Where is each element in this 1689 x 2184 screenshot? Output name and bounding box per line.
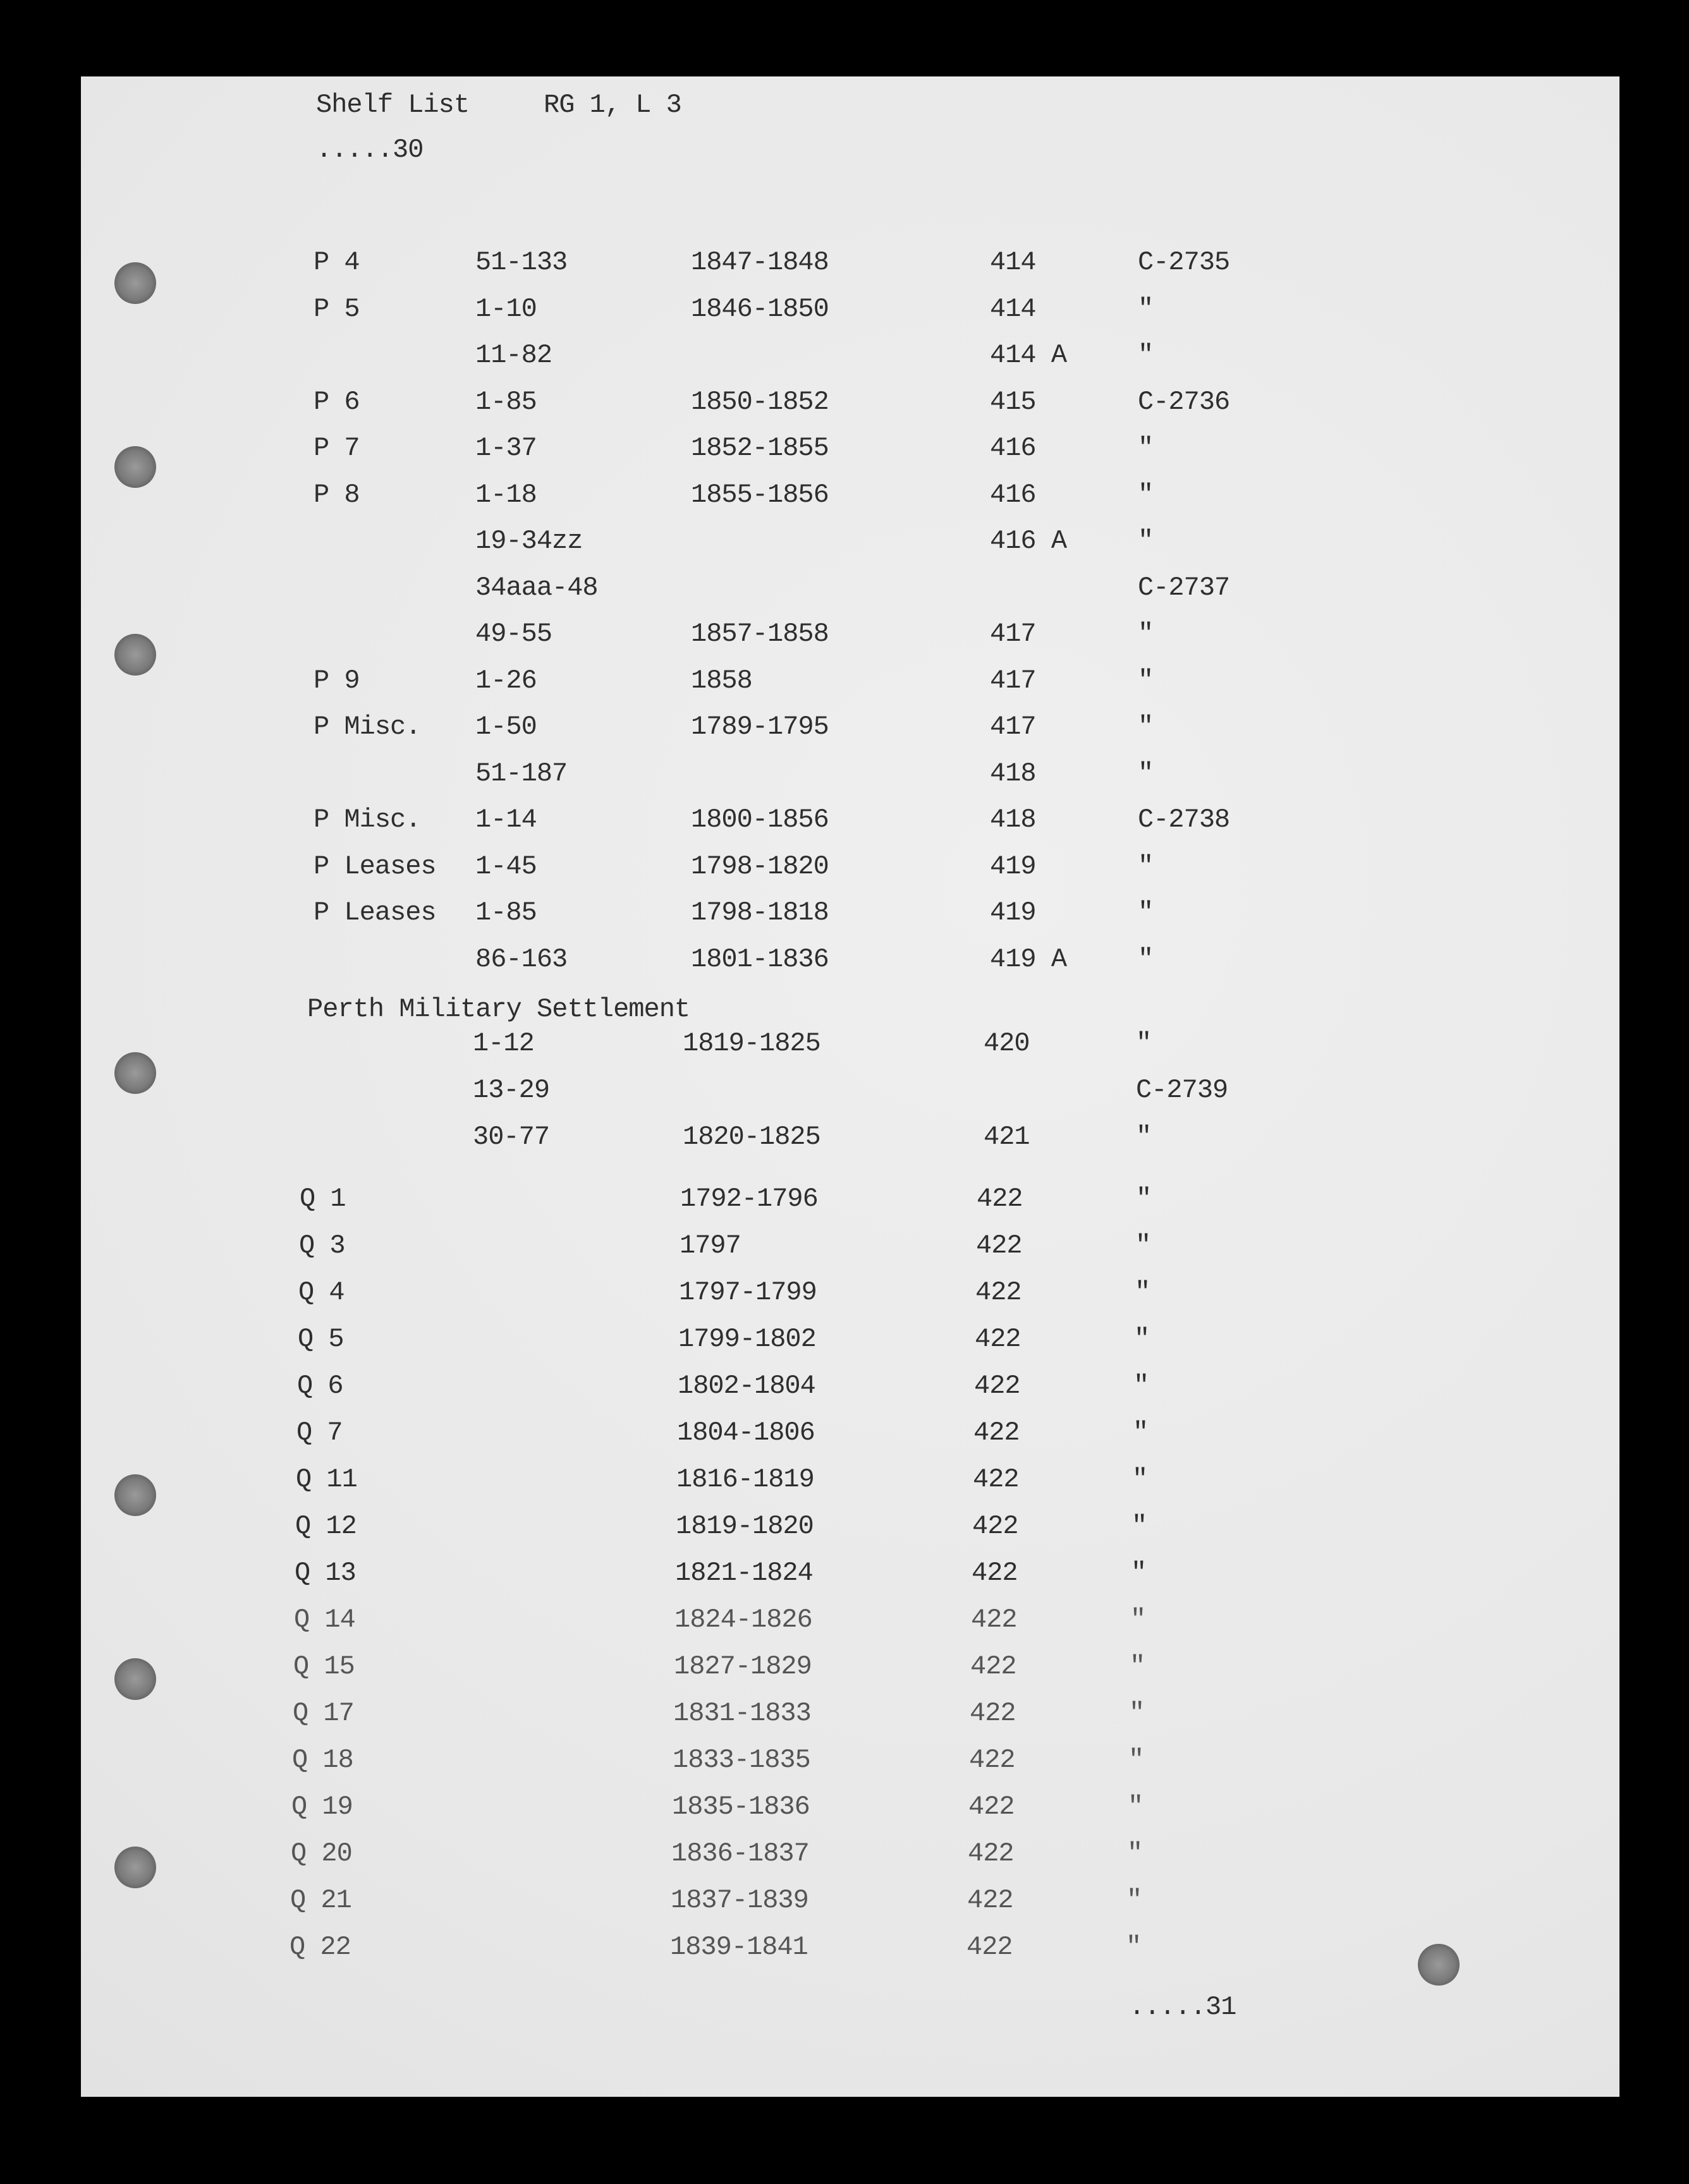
microfilm-reel: " bbox=[1138, 619, 1154, 649]
punch-hole bbox=[114, 1474, 156, 1516]
item-range: 49-55 bbox=[475, 619, 552, 649]
volume-number: 420 bbox=[984, 1028, 1030, 1059]
microfilm-reel: " bbox=[1138, 712, 1154, 742]
volume-number: 422 bbox=[975, 1277, 1021, 1307]
date-range: 1789-1795 bbox=[691, 712, 829, 742]
microfilm-reel: " bbox=[1138, 851, 1154, 882]
microfilm-reel: " bbox=[1133, 1371, 1149, 1401]
date-range: 1819-1820 bbox=[676, 1511, 814, 1541]
date-range: 1852-1855 bbox=[691, 433, 829, 463]
microfilm-reel: C-2737 bbox=[1138, 572, 1230, 603]
item-range: 30-77 bbox=[473, 1122, 550, 1152]
microfilm-reel: " bbox=[1131, 1558, 1147, 1588]
entry-label: P Misc. bbox=[314, 712, 421, 742]
volume-number: 416 bbox=[990, 433, 1036, 463]
item-range: 11-82 bbox=[475, 340, 552, 370]
entry-label: Q 12 bbox=[295, 1511, 357, 1541]
date-range: 1846-1850 bbox=[691, 293, 829, 324]
entry-label: Q 17 bbox=[293, 1698, 354, 1728]
entry-label: P 4 bbox=[314, 247, 360, 277]
volume-number: 419 A bbox=[990, 943, 1067, 974]
date-range: 1819-1825 bbox=[683, 1028, 820, 1059]
volume-number: 415 bbox=[990, 386, 1036, 417]
volume-number: 417 bbox=[990, 712, 1036, 742]
date-range: 1833-1835 bbox=[673, 1745, 810, 1775]
date-range: 1816-1819 bbox=[676, 1464, 814, 1495]
entry-label: Q 4 bbox=[298, 1277, 345, 1307]
microfilm-reel: " bbox=[1131, 1511, 1147, 1541]
date-range: 1850-1852 bbox=[691, 386, 829, 417]
entry-label: Q 20 bbox=[291, 1838, 352, 1869]
punch-hole bbox=[114, 1052, 156, 1094]
volume-number: 418 bbox=[990, 804, 1036, 835]
section-heading: Perth Military Settlement bbox=[307, 994, 690, 1024]
microfilm-reel: " bbox=[1126, 1932, 1142, 1962]
microfilm-reel: " bbox=[1138, 526, 1154, 556]
microfilm-reel: " bbox=[1138, 479, 1154, 510]
microfilm-reel: " bbox=[1129, 1698, 1145, 1728]
date-range: 1827-1829 bbox=[674, 1651, 812, 1682]
volume-number: 422 bbox=[975, 1324, 1021, 1354]
microfilm-reel: " bbox=[1127, 1838, 1143, 1869]
punch-hole bbox=[114, 262, 156, 304]
entry-label: P 9 bbox=[314, 665, 360, 696]
item-range: 1-10 bbox=[475, 293, 537, 324]
date-range: 1792-1796 bbox=[680, 1184, 818, 1214]
microfilm-reel: " bbox=[1138, 665, 1154, 696]
date-range: 1797 bbox=[680, 1230, 741, 1261]
continued-to: .....31 bbox=[1129, 1992, 1236, 2022]
entry-label: Q 14 bbox=[294, 1605, 355, 1635]
volume-number: 422 bbox=[970, 1651, 1016, 1682]
volume-number: 422 bbox=[973, 1464, 1019, 1495]
volume-number: 422 bbox=[976, 1230, 1022, 1261]
date-range: 1798-1818 bbox=[691, 897, 829, 928]
volume-number: 422 bbox=[969, 1745, 1015, 1775]
entry-label: P 7 bbox=[314, 433, 360, 463]
volume-number: 422 bbox=[968, 1792, 1015, 1822]
microfilm-reel: " bbox=[1130, 1605, 1146, 1635]
microfilm-reel: " bbox=[1134, 1324, 1150, 1354]
punch-hole bbox=[114, 634, 156, 676]
item-range: 34aaa-48 bbox=[475, 572, 598, 603]
entry-label: Q 22 bbox=[290, 1932, 351, 1962]
volume-number: 414 A bbox=[990, 340, 1067, 370]
microfilm-reel: C-2738 bbox=[1138, 804, 1230, 835]
item-range: 1-45 bbox=[475, 851, 537, 882]
date-range: 1824-1826 bbox=[674, 1605, 812, 1635]
item-range: 1-12 bbox=[473, 1028, 534, 1059]
date-range: 1801-1836 bbox=[691, 943, 829, 974]
item-range: 51-187 bbox=[475, 758, 568, 789]
entry-label: P Leases bbox=[314, 897, 436, 928]
item-range: 1-26 bbox=[475, 665, 537, 696]
item-range: 1-85 bbox=[475, 897, 537, 928]
item-range: 19-34zz bbox=[475, 526, 583, 556]
volume-number: 414 bbox=[990, 293, 1036, 324]
entry-label: Q 21 bbox=[290, 1885, 351, 1915]
entry-label: Q 11 bbox=[296, 1464, 357, 1495]
volume-number: 417 bbox=[990, 665, 1036, 696]
continued-from: .....30 bbox=[316, 135, 424, 165]
volume-number: 422 bbox=[972, 1511, 1018, 1541]
microfilm-reel: " bbox=[1136, 1184, 1152, 1214]
volume-number: 417 bbox=[990, 619, 1036, 649]
microfilm-reel: " bbox=[1133, 1417, 1149, 1448]
date-range: 1858 bbox=[691, 665, 752, 696]
date-range: 1799-1802 bbox=[678, 1324, 816, 1354]
volume-number: 422 bbox=[968, 1838, 1014, 1869]
microfilm-reel: C-2735 bbox=[1138, 247, 1230, 277]
date-range: 1857-1858 bbox=[691, 619, 829, 649]
entry-label: Q 18 bbox=[292, 1745, 353, 1775]
volume-number: 414 bbox=[990, 247, 1036, 277]
entry-label: Q 15 bbox=[293, 1651, 355, 1682]
microfilm-reel: " bbox=[1128, 1745, 1144, 1775]
microfilm-reel: " bbox=[1136, 1028, 1152, 1059]
item-range: 1-14 bbox=[475, 804, 537, 835]
microfilm-reel: " bbox=[1138, 758, 1154, 789]
volume-number: 422 bbox=[977, 1184, 1023, 1214]
date-range: 1800-1856 bbox=[691, 804, 829, 835]
entry-label: Q 3 bbox=[299, 1230, 345, 1261]
date-range: 1836-1837 bbox=[671, 1838, 809, 1869]
date-range: 1847-1848 bbox=[691, 247, 829, 277]
microfilm-reel: " bbox=[1135, 1230, 1151, 1261]
date-range: 1798-1820 bbox=[691, 851, 829, 882]
item-range: 1-50 bbox=[475, 712, 537, 742]
volume-number: 422 bbox=[971, 1605, 1017, 1635]
item-range: 1-37 bbox=[475, 433, 537, 463]
microfilm-reel: " bbox=[1128, 1792, 1143, 1822]
volume-number: 418 bbox=[990, 758, 1036, 789]
header-title: Shelf List bbox=[316, 90, 470, 120]
item-range: 1-85 bbox=[475, 386, 537, 417]
entry-label: Q 7 bbox=[296, 1417, 343, 1448]
punch-hole bbox=[1418, 1944, 1460, 1986]
microfilm-reel: " bbox=[1132, 1464, 1148, 1495]
microfilm-reel: " bbox=[1138, 340, 1154, 370]
volume-number: 421 bbox=[984, 1122, 1030, 1152]
date-range: 1835-1836 bbox=[672, 1792, 810, 1822]
item-range: 1-18 bbox=[475, 479, 537, 510]
date-range: 1820-1825 bbox=[683, 1122, 820, 1152]
microfilm-reel: " bbox=[1135, 1277, 1150, 1307]
microfilm-reel: C-2739 bbox=[1136, 1075, 1228, 1105]
header-record-group: RG 1, L 3 bbox=[544, 90, 681, 120]
microfilm-reel: " bbox=[1138, 897, 1154, 928]
volume-number: 422 bbox=[966, 1932, 1013, 1962]
punch-hole bbox=[114, 1658, 156, 1700]
volume-number: 419 bbox=[990, 851, 1036, 882]
entry-label: P Misc. bbox=[314, 804, 421, 835]
microfilm-reel: " bbox=[1136, 1122, 1152, 1152]
punch-hole bbox=[114, 446, 156, 488]
microfilm-reel: C-2736 bbox=[1138, 386, 1230, 417]
volume-number: 422 bbox=[973, 1417, 1020, 1448]
volume-number: 422 bbox=[967, 1885, 1013, 1915]
microfilm-reel: " bbox=[1138, 433, 1154, 463]
volume-number: 416 bbox=[990, 479, 1036, 510]
entry-label: Q 6 bbox=[297, 1371, 343, 1401]
punch-hole bbox=[114, 1847, 156, 1888]
date-range: 1797-1799 bbox=[679, 1277, 817, 1307]
microfilm-reel: " bbox=[1130, 1651, 1145, 1682]
date-range: 1837-1839 bbox=[671, 1885, 808, 1915]
item-range: 86-163 bbox=[475, 943, 568, 974]
entry-label: Q 19 bbox=[291, 1792, 353, 1822]
microfilm-reel: " bbox=[1126, 1885, 1142, 1915]
date-range: 1804-1806 bbox=[677, 1417, 815, 1448]
microfilm-reel: " bbox=[1138, 293, 1154, 324]
entry-label: P 8 bbox=[314, 479, 360, 510]
volume-number: 416 A bbox=[990, 526, 1067, 556]
date-range: 1802-1804 bbox=[678, 1371, 815, 1401]
volume-number: 422 bbox=[974, 1371, 1020, 1401]
date-range: 1839-1841 bbox=[670, 1932, 808, 1962]
entry-label: P 5 bbox=[314, 293, 360, 324]
microfilm-reel: " bbox=[1138, 943, 1154, 974]
item-range: 13-29 bbox=[473, 1075, 550, 1105]
volume-number: 422 bbox=[972, 1558, 1018, 1588]
volume-number: 419 bbox=[990, 897, 1036, 928]
date-range: 1855-1856 bbox=[691, 479, 829, 510]
entry-label: Q 5 bbox=[298, 1324, 344, 1354]
date-range: 1831-1833 bbox=[673, 1698, 811, 1728]
entry-label: P Leases bbox=[314, 851, 436, 882]
entry-label: Q 13 bbox=[295, 1558, 356, 1588]
entry-label: P 6 bbox=[314, 386, 360, 417]
item-range: 51-133 bbox=[475, 247, 568, 277]
volume-number: 422 bbox=[970, 1698, 1016, 1728]
date-range: 1821-1824 bbox=[675, 1558, 813, 1588]
entry-label: Q 1 bbox=[300, 1184, 346, 1214]
